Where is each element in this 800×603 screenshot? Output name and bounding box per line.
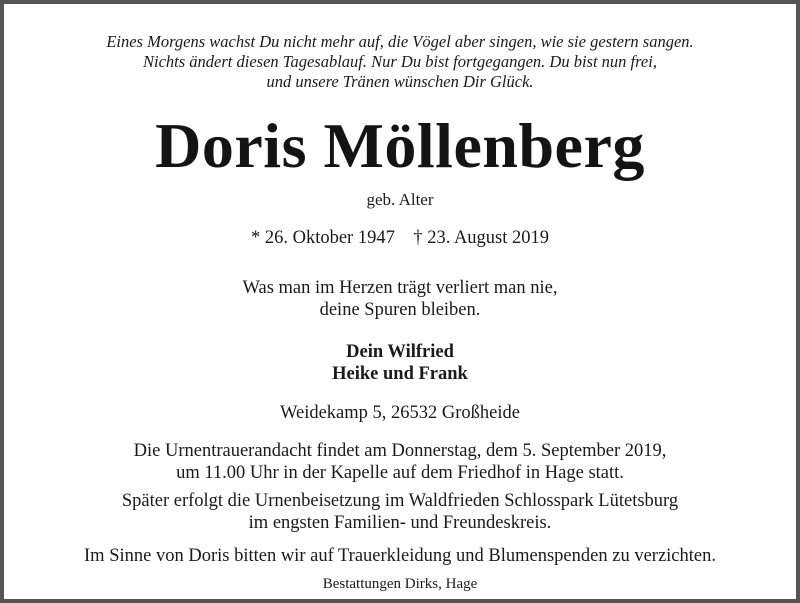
mourner-name: Heike und Frank (332, 364, 468, 384)
poem-line: Nichts ändert diesen Tagesablauf. Nur Du bist fortgegangen. Du bist nun frei, (143, 52, 657, 71)
quote-line: deine Spuren bleiben. (319, 300, 481, 320)
undertaker: Bestattungen Dirks, Hage (322, 576, 478, 592)
mourner-name: Dein Wilfried (346, 342, 454, 362)
death-date: † 23. August 2019 (413, 228, 550, 248)
service-line: um 11.00 Uhr in der Kapelle auf dem Friedhof in Hage statt. (176, 463, 624, 483)
obituary-notice (4, 4, 796, 599)
poem-line: und unsere Tränen wünschen Dir Glück. (266, 72, 534, 91)
service-line: Später erfolgt die Urnenbeisetzung im Waldfrieden Schlosspark Lütetsburg (121, 491, 679, 511)
quote-line: Was man im Herzen trägt verliert man nie, (242, 278, 558, 298)
maiden-name: geb. Alter (366, 190, 434, 209)
birth-date: * 26. Oktober 1947 (250, 228, 395, 248)
address: Weidekamp 5, 26532 Großheide (280, 403, 520, 423)
poem-line: Eines Morgens wachst Du nicht mehr auf, die Vögel aber singen, wie sie gestern sangen. (106, 32, 694, 51)
life-dates (4, 227, 796, 249)
service-line: Im Sinne von Doris bitten wir auf Trauerkleidung und Blumenspenden zu verzichten. (84, 546, 716, 566)
service-line: im engsten Familien- und Freundeskreis. (248, 513, 552, 533)
service-line: Die Urnentrauerandacht findet am Donnerstag, dem 5. September 2019, (133, 441, 667, 461)
deceased-name: Doris Möllenberg (155, 110, 645, 181)
